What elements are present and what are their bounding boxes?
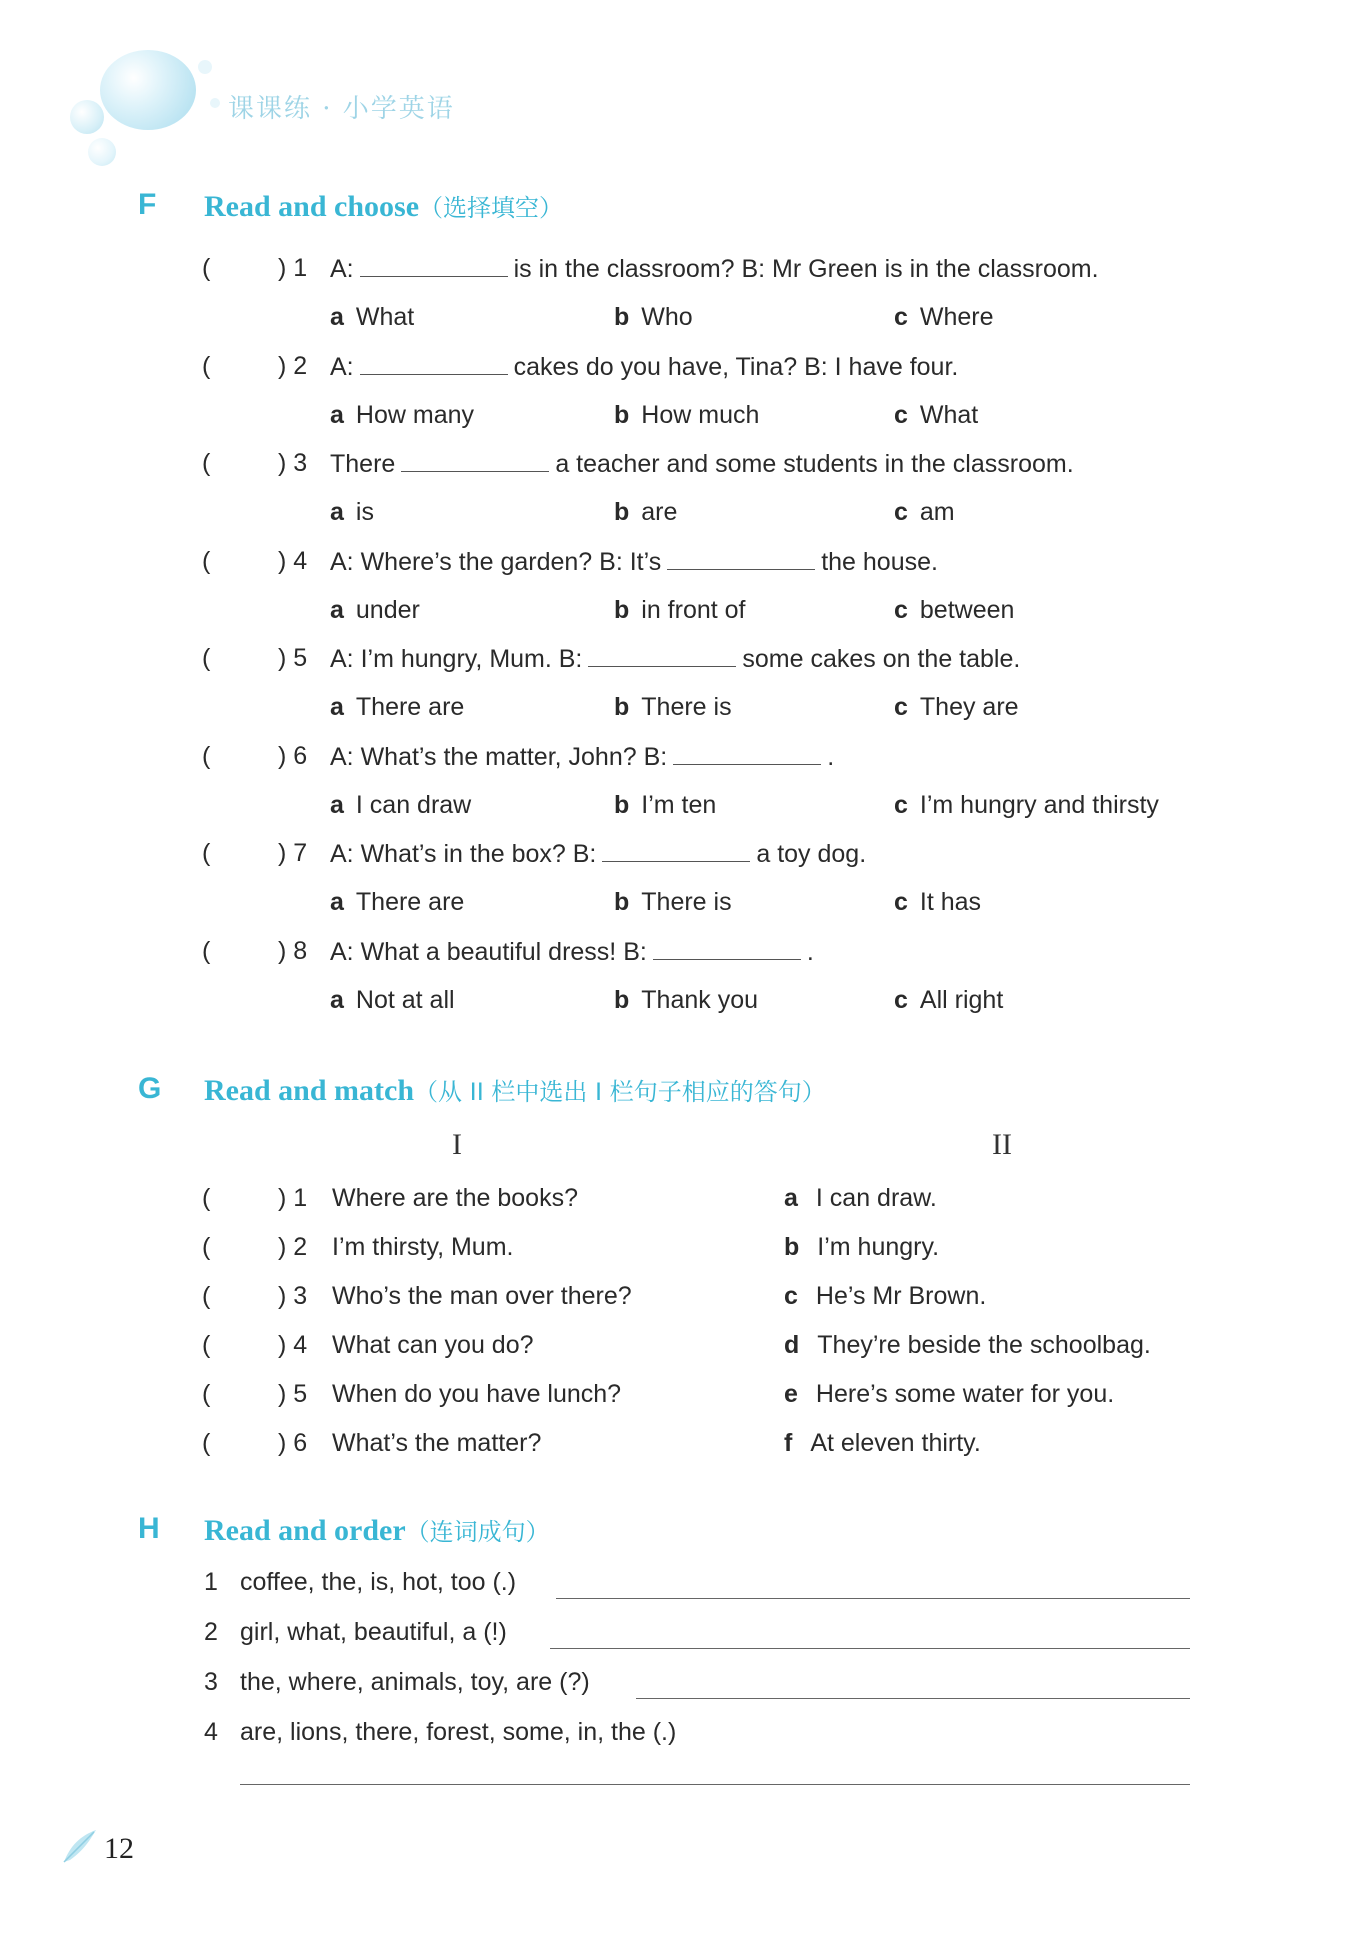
option-text: is bbox=[355, 498, 374, 526]
column-i-header: I bbox=[452, 1128, 462, 1161]
fill-blank[interactable] bbox=[602, 839, 750, 862]
option-a[interactable] bbox=[330, 498, 374, 527]
match-answer-c bbox=[784, 1282, 986, 1311]
answer-letter: c bbox=[784, 1282, 798, 1310]
option-letter: a bbox=[330, 790, 344, 819]
answer-letter: b bbox=[784, 1233, 800, 1261]
bubble-icon bbox=[210, 98, 220, 108]
option-letter: b bbox=[614, 790, 630, 819]
section-f-title bbox=[204, 188, 563, 224]
question-number: ) 2 bbox=[278, 1233, 308, 1261]
answer-slot[interactable] bbox=[220, 1380, 278, 1410]
option-letter: a bbox=[330, 888, 344, 916]
option-letter: c bbox=[894, 595, 908, 624]
answer-slot[interactable] bbox=[220, 1282, 278, 1312]
answer-bracket-open: ( bbox=[202, 936, 211, 965]
question-text bbox=[330, 644, 1020, 674]
option-text: How many bbox=[355, 400, 474, 429]
option-text: are bbox=[641, 498, 678, 526]
answer-slot[interactable] bbox=[220, 1331, 278, 1361]
answer-slot[interactable] bbox=[220, 547, 278, 577]
question-text bbox=[330, 937, 814, 967]
answer-bracket-open: ( bbox=[202, 546, 211, 575]
option-letter: c bbox=[894, 790, 908, 819]
answer-slot[interactable] bbox=[220, 644, 278, 674]
answer-text: He’s Mr Brown. bbox=[815, 1282, 987, 1310]
answer-letter: f bbox=[784, 1429, 793, 1457]
answer-bracket-open: ( bbox=[202, 1184, 211, 1212]
option-a[interactable] bbox=[330, 986, 455, 1015]
answer-letter: d bbox=[784, 1331, 800, 1359]
question-pre: A: bbox=[330, 255, 354, 283]
option-text: What bbox=[355, 303, 415, 331]
question-post: a teacher and some students in the classroom. bbox=[555, 450, 1074, 478]
option-a[interactable] bbox=[330, 693, 464, 722]
word-list: are, lions, there, forest, some, in, the (.) bbox=[240, 1718, 677, 1746]
item-number: 1 bbox=[204, 1568, 218, 1596]
answer-text: Here’s some water for you. bbox=[815, 1380, 1115, 1408]
option-c[interactable] bbox=[894, 888, 981, 917]
answer-slot[interactable] bbox=[220, 352, 278, 382]
option-text: They are bbox=[919, 693, 1019, 721]
page-number: 12 bbox=[104, 1832, 134, 1865]
option-a[interactable] bbox=[330, 401, 474, 430]
option-c[interactable] bbox=[894, 401, 978, 430]
fill-blank[interactable] bbox=[588, 644, 736, 667]
question-number: ) 7 bbox=[278, 839, 308, 867]
bubble-icon bbox=[88, 138, 116, 166]
bubble-icon bbox=[198, 60, 212, 74]
option-letter: c bbox=[894, 498, 908, 526]
option-letter: a bbox=[330, 595, 344, 624]
option-text: I can draw bbox=[355, 790, 472, 819]
option-text: I’m ten bbox=[641, 790, 717, 819]
option-c[interactable] bbox=[894, 303, 994, 332]
question-number: ) 8 bbox=[278, 936, 308, 965]
fill-blank[interactable] bbox=[401, 449, 549, 472]
question-number: ) 4 bbox=[278, 546, 308, 575]
answer-slot[interactable] bbox=[220, 254, 278, 284]
answer-slot[interactable] bbox=[220, 449, 278, 479]
answer-letter: a bbox=[784, 1184, 798, 1212]
question-number: ) 6 bbox=[278, 1429, 308, 1457]
option-b[interactable] bbox=[614, 986, 758, 1015]
option-text: between bbox=[919, 595, 1015, 624]
question-text bbox=[330, 839, 866, 869]
option-letter: c bbox=[894, 985, 908, 1014]
question-pre: There bbox=[330, 450, 396, 478]
option-text: Thank you bbox=[641, 985, 759, 1014]
option-letter: b bbox=[614, 595, 630, 624]
question-pre: A: What’s in the box? B: bbox=[330, 840, 597, 868]
fill-blank[interactable] bbox=[673, 742, 821, 765]
section-h-title-en: Read and order bbox=[204, 1514, 406, 1547]
option-text: It has bbox=[919, 888, 982, 916]
option-text: There are bbox=[355, 693, 465, 721]
option-letter: b bbox=[614, 888, 630, 916]
fill-blank[interactable] bbox=[653, 937, 801, 960]
question-post: is in the classroom? B: Mr Green is in the classroom. bbox=[513, 255, 1099, 283]
option-c[interactable] bbox=[894, 791, 1159, 820]
option-text: Not at all bbox=[355, 985, 455, 1014]
option-b[interactable] bbox=[614, 888, 732, 917]
answer-text: At eleven thirty. bbox=[810, 1429, 981, 1457]
feather-icon bbox=[60, 1826, 100, 1866]
answer-line[interactable] bbox=[556, 1598, 1190, 1599]
section-h-letter: H bbox=[138, 1512, 160, 1545]
match-question: When do you have lunch? bbox=[332, 1380, 622, 1408]
question-text bbox=[330, 449, 1074, 479]
option-letter: c bbox=[894, 693, 908, 721]
option-letter: a bbox=[330, 693, 344, 721]
option-b[interactable] bbox=[614, 596, 746, 625]
option-c[interactable] bbox=[894, 498, 955, 527]
answer-line[interactable] bbox=[636, 1698, 1190, 1699]
section-f-title-cn: （选择填空） bbox=[419, 194, 564, 222]
option-text: What bbox=[919, 400, 979, 429]
option-letter: c bbox=[894, 303, 908, 331]
bubble-icon bbox=[100, 50, 196, 130]
option-letter: b bbox=[614, 693, 630, 721]
bubbles-decoration bbox=[70, 40, 210, 160]
question-number: ) 5 bbox=[278, 1380, 308, 1408]
question-post: a toy dog. bbox=[756, 840, 867, 868]
word-list: the, where, animals, toy, are (?) bbox=[240, 1668, 590, 1696]
question-number: ) 1 bbox=[278, 1184, 308, 1212]
answer-text: I can draw. bbox=[815, 1184, 937, 1212]
answer-bracket-open: ( bbox=[202, 254, 211, 282]
option-b[interactable] bbox=[614, 401, 759, 430]
fill-blank[interactable] bbox=[667, 547, 815, 570]
answer-letter: e bbox=[784, 1380, 798, 1408]
match-question: Who’s the man over there? bbox=[332, 1282, 632, 1310]
section-h-title bbox=[204, 1512, 550, 1548]
match-question: Where are the books? bbox=[332, 1184, 578, 1212]
option-text: There are bbox=[355, 888, 465, 916]
option-b[interactable] bbox=[614, 693, 732, 722]
fill-blank[interactable] bbox=[360, 352, 508, 375]
match-answer-b bbox=[784, 1233, 939, 1262]
question-post: some cakes on the table. bbox=[742, 645, 1021, 673]
answer-slot[interactable] bbox=[220, 742, 278, 772]
option-text: There is bbox=[641, 888, 732, 916]
answer-slot[interactable] bbox=[220, 937, 278, 967]
item-number: 3 bbox=[204, 1668, 218, 1696]
answer-bracket-open: ( bbox=[202, 1429, 211, 1457]
book-title: 课课练 · 小学英语 bbox=[228, 94, 455, 124]
option-letter: b bbox=[614, 498, 630, 526]
match-answer-f bbox=[784, 1429, 981, 1458]
option-a[interactable] bbox=[330, 596, 420, 625]
option-letter: a bbox=[330, 985, 344, 1014]
section-g-letter: G bbox=[138, 1072, 162, 1105]
option-text: I’m hungry and thirsty bbox=[919, 790, 1159, 819]
question-text bbox=[330, 547, 938, 577]
question-pre: A: What’s the matter, John? B: bbox=[330, 742, 668, 771]
answer-bracket-open: ( bbox=[202, 741, 211, 770]
question-number: ) 1 bbox=[278, 254, 308, 282]
match-question: What can you do? bbox=[332, 1331, 534, 1359]
word-list: coffee, the, is, hot, too (.) bbox=[240, 1568, 517, 1596]
question-post: . bbox=[806, 937, 814, 966]
match-question: I’m thirsty, Mum. bbox=[332, 1233, 514, 1261]
answer-bracket-open: ( bbox=[202, 351, 211, 380]
option-letter: b bbox=[614, 985, 630, 1014]
option-text: How much bbox=[641, 400, 760, 429]
option-b[interactable] bbox=[614, 498, 677, 527]
answer-bracket-open: ( bbox=[202, 839, 211, 867]
answer-slot[interactable] bbox=[220, 839, 278, 869]
question-number: ) 3 bbox=[278, 1282, 308, 1310]
option-letter: a bbox=[330, 303, 344, 331]
option-text: under bbox=[355, 595, 420, 624]
question-number: ) 5 bbox=[278, 644, 308, 672]
option-c[interactable] bbox=[894, 596, 1014, 625]
question-text bbox=[330, 254, 1099, 284]
question-pre: A: What a beautiful dress! B: bbox=[330, 937, 647, 966]
answer-text: I’m hungry. bbox=[817, 1233, 940, 1261]
option-letter: b bbox=[614, 303, 630, 331]
section-g-title bbox=[204, 1072, 826, 1108]
fill-blank[interactable] bbox=[360, 254, 508, 277]
word-list: girl, what, beautiful, a (!) bbox=[240, 1618, 507, 1646]
answer-line[interactable] bbox=[550, 1648, 1190, 1649]
match-answer-a bbox=[784, 1184, 937, 1213]
question-number: ) 6 bbox=[278, 741, 308, 770]
answer-slot[interactable] bbox=[220, 1184, 278, 1214]
match-answer-d bbox=[784, 1331, 1151, 1360]
item-number: 4 bbox=[204, 1718, 218, 1746]
option-letter: c bbox=[894, 400, 908, 429]
question-pre: A: I’m hungry, Mum. B: bbox=[330, 645, 583, 673]
option-a[interactable] bbox=[330, 888, 464, 917]
option-letter: a bbox=[330, 498, 344, 526]
option-c[interactable] bbox=[894, 693, 1019, 722]
column-ii-header: II bbox=[992, 1128, 1012, 1161]
bubble-icon bbox=[70, 100, 104, 134]
match-answer-e bbox=[784, 1380, 1114, 1409]
question-number: ) 4 bbox=[278, 1331, 308, 1359]
question-number: ) 2 bbox=[278, 351, 308, 380]
question-post: . bbox=[827, 742, 835, 771]
option-letter: b bbox=[614, 400, 630, 429]
option-c[interactable] bbox=[894, 986, 1003, 1015]
question-pre: A: Where’s the garden? B: It’s bbox=[330, 547, 662, 576]
answer-bracket-open: ( bbox=[202, 1380, 211, 1408]
option-letter: a bbox=[330, 400, 344, 429]
option-b[interactable] bbox=[614, 303, 693, 332]
section-f-letter: F bbox=[138, 188, 157, 221]
answer-bracket-open: ( bbox=[202, 644, 211, 672]
question-post: the house. bbox=[821, 547, 938, 576]
option-a[interactable] bbox=[330, 303, 414, 332]
question-post: cakes do you have, Tina? B: I have four. bbox=[513, 352, 959, 381]
section-g-title-cn: （从 II 栏中选出 I 栏句子相应的答句） bbox=[414, 1078, 826, 1106]
section-f-title-en: Read and choose bbox=[204, 190, 420, 223]
question-pre: A: bbox=[330, 352, 354, 381]
option-b[interactable] bbox=[614, 791, 716, 820]
option-letter: c bbox=[894, 888, 908, 916]
option-text: All right bbox=[919, 985, 1004, 1014]
answer-line[interactable] bbox=[240, 1784, 1190, 1785]
option-a[interactable] bbox=[330, 791, 471, 820]
question-text bbox=[330, 352, 958, 382]
question-number: ) 3 bbox=[278, 449, 308, 477]
option-text: in front of bbox=[641, 595, 746, 624]
answer-slot[interactable] bbox=[220, 1233, 278, 1263]
question-text bbox=[330, 742, 834, 772]
answer-bracket-open: ( bbox=[202, 1331, 211, 1359]
answer-bracket-open: ( bbox=[202, 1233, 211, 1261]
option-text: Who bbox=[641, 303, 693, 331]
answer-slot[interactable] bbox=[220, 1429, 278, 1459]
item-number: 2 bbox=[204, 1618, 218, 1646]
section-g-title-en: Read and match bbox=[204, 1074, 415, 1107]
section-h-title-cn: （连词成句） bbox=[405, 1518, 550, 1546]
option-text: There is bbox=[641, 693, 732, 721]
option-text: Where bbox=[919, 303, 994, 331]
answer-text: They’re beside the schoolbag. bbox=[817, 1331, 1151, 1359]
answer-bracket-open: ( bbox=[202, 449, 211, 477]
match-question: What’s the matter? bbox=[332, 1429, 542, 1457]
option-text: am bbox=[919, 498, 955, 526]
answer-bracket-open: ( bbox=[202, 1282, 211, 1310]
